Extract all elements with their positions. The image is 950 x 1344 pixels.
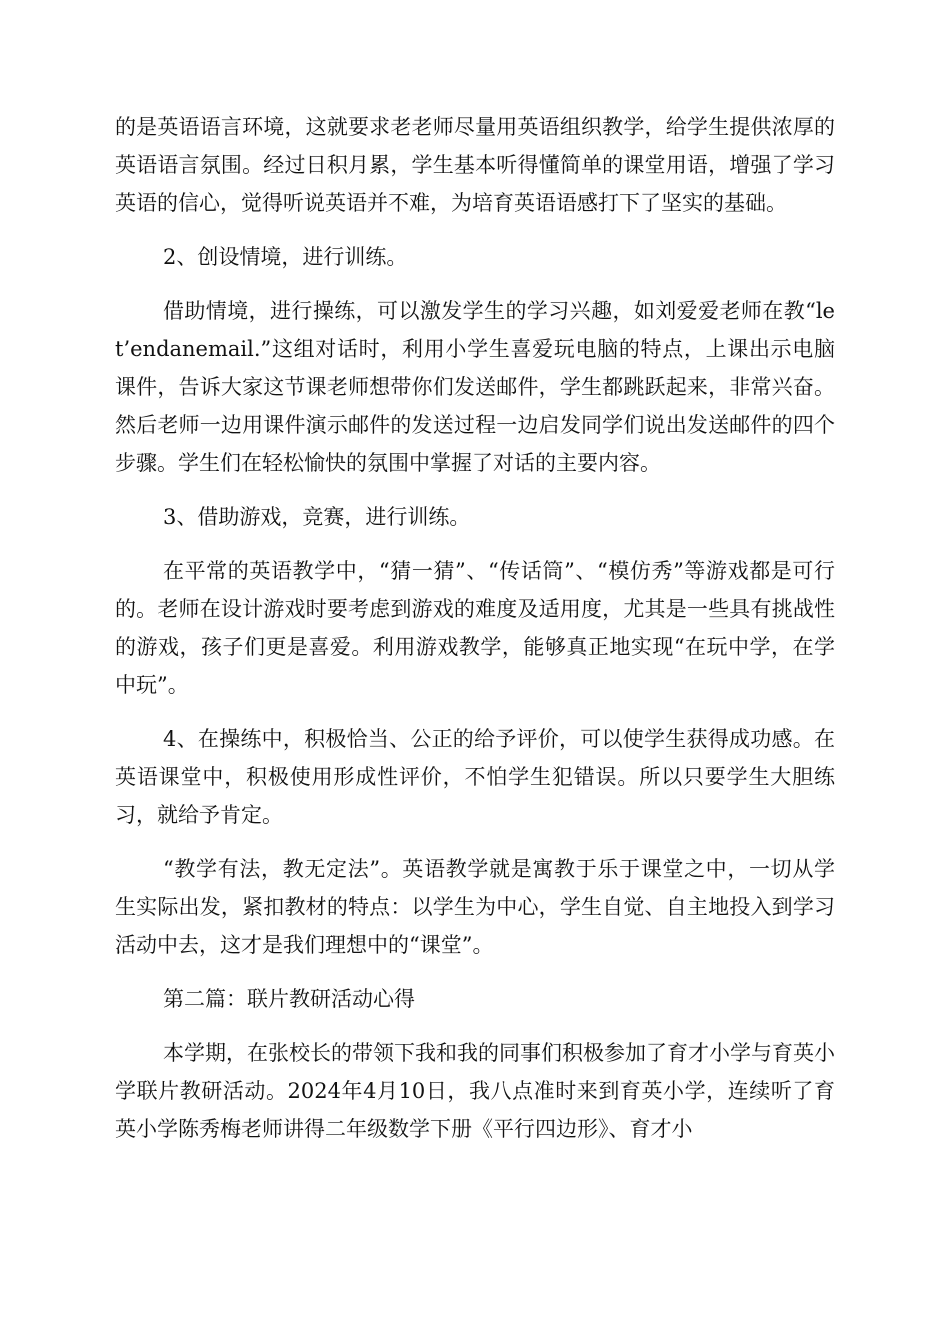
paragraph-situation: 借助情境，进行操练，可以激发学生的学习兴趣，如刘爱爱老师在教“let’endanemail.”这组对话时，利用小学生喜爱玩电脑的特点，上课出示电脑课件，告诉大家这节课老师想带你们发送邮件，学生都跳跃起来，非常兴奋。然后老师一边用课件演示邮件的发送过程一边启发同学们说出发送邮件的四个步骤。学生们在轻松愉快的氛围中掌握了对话的主要内容。 <box>115 299 835 475</box>
article-title-2: 第二篇：联片教研活动心得 <box>163 987 415 1011</box>
document-body <box>115 108 835 1164</box>
paragraph-evaluation: 4、在操练中，积极恰当、公正的给予评价，可以使学生获得成功感。在英语课堂中，积极使用形成性评价，不怕学生犯错误。所以只要学生大胆练习，就给予肯定。 <box>115 727 835 827</box>
section-heading-3: 3、借助游戏，竞赛，进行训练。 <box>163 505 471 529</box>
paragraph-games: 在平常的英语教学中，“猜一猜”、“传话筒”、“模仿秀”等游戏都是可行的。老师在设计游戏时要考虑到游戏的难度及适用度，尤其是一些具有挑战性的游戏，孩子们更是喜爱。利用游戏教学，能够真正地实现“在玩中学，在学中玩”。 <box>115 559 835 697</box>
paragraph-conclusion: “教学有法，教无定法”。英语教学就是寓教于乐于课堂之中，一切从学生实际出发，紧扣教材的特点：以学生为中心，学生自觉、自主地投入到学习活动中去，这才是我们理想中的“课堂”。 <box>115 857 835 957</box>
paragraph-continuation: 的是英语语言环境，这就要求老老师尽量用英语组织教学，给学生提供浓厚的英语语言氛围。经过日积月累，学生基本听得懂简单的课堂用语，增强了学习英语的信心，觉得听说英语并不难，为培育英语语感打下了坚实的基础。 <box>115 115 835 215</box>
paragraph-intro-2: 本学期，在张校长的带领下我和我的同事们积极参加了育才小学与育英小学联片教研活动。2024年4月10日，我八点准时来到育英小学，连续听了育英小学陈秀梅老师讲得二年级数学下册《平行四边形》、育才小 <box>115 1041 835 1141</box>
section-heading-2: 2、创设情境，进行训练。 <box>163 245 408 269</box>
